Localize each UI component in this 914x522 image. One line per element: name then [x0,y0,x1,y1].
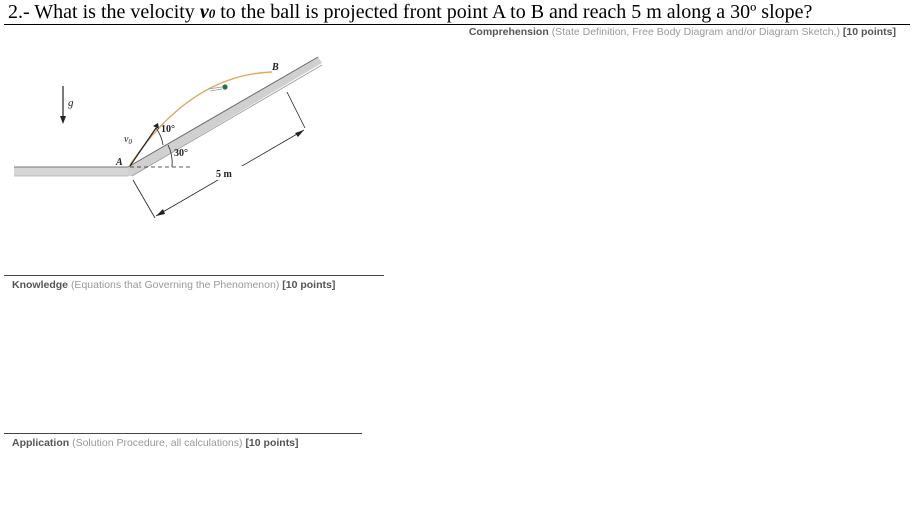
gravity-arrow [60,86,66,124]
knowledge-title: Knowledge [12,279,69,291]
gravity-label: g [68,97,74,109]
application-description: (Solution Procedure, all calculations) [72,437,243,449]
comprehension-description: (State Definition, Free Body Diagram and/or Diagram Sketch,) [551,26,840,38]
distance-label: 5 m [216,169,232,180]
launch-angle-label: 10° [161,124,175,135]
application-points: [10 points] [245,437,299,449]
question-rest: to the ball is projected front point A to B and reach 5 m along a 30º slope? [215,1,813,23]
knowledge-divider [4,275,384,276]
knowledge-points: [10 points] [282,279,336,291]
ball-icon [222,84,227,89]
point-a-label: A [116,157,123,168]
question-prefix: 2.- What is the velocity [8,1,200,23]
incline-surface [128,57,322,176]
ball-trajectory [130,72,272,165]
point-b-label: B [272,62,279,73]
application-label [12,437,299,449]
knowledge-label [12,279,335,291]
knowledge-description: (Equations that Governing the Phenomenon) [70,279,280,291]
slope-angle-label: 30° [174,148,188,159]
ground-surface [14,167,128,176]
application-divider [4,433,362,434]
comprehension-title: Comprehension [468,26,549,38]
comprehension-points: [10 points] [842,26,896,38]
velocity-symbol: v [199,1,209,23]
velocity-subscript: 0 [208,6,216,21]
v0-label: $v_0$ [124,134,132,146]
application-title: Application [12,437,70,449]
